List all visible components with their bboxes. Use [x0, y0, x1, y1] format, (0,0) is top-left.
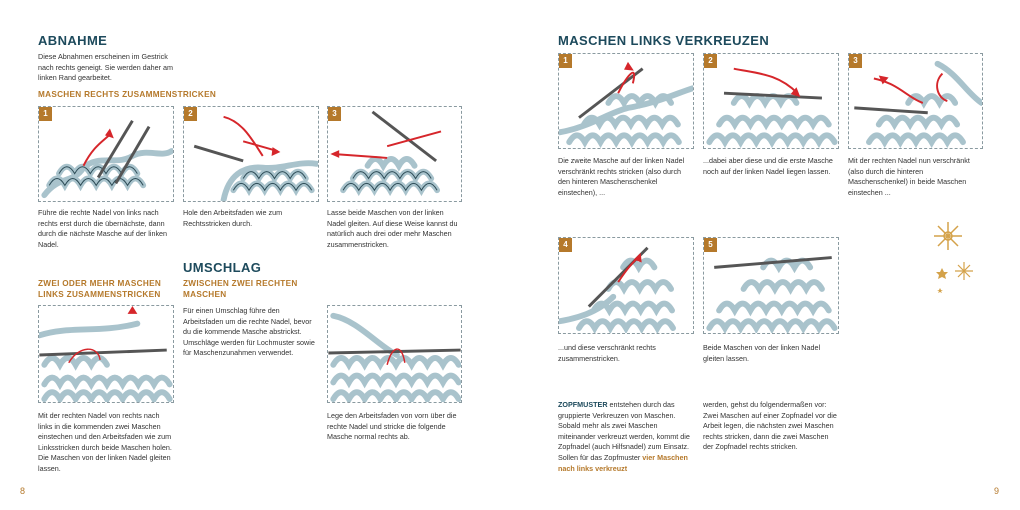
step-number: 2	[184, 107, 197, 121]
figure-links-zusammen	[38, 305, 174, 403]
step-number: 2	[704, 54, 717, 68]
knitting-illustration	[184, 107, 318, 201]
knitting-illustration	[704, 54, 838, 148]
snowflake-decoration	[928, 216, 978, 296]
step-number: 1	[559, 54, 572, 68]
zopf-text1: entstehen durch das gruppierte Verkreuzen von Maschen. Sobald mehr als zwei Maschen miteinander verkreuzt werden, kommt die Zopfnadel (auch Hilfsnadel) zum Einsatz. Sollen für das Zopfmuster	[558, 400, 690, 462]
figure-verkreuzen-3	[848, 53, 983, 149]
figure-abnahme-2	[183, 106, 319, 202]
verkreuzen-title: MASCHEN LINKS VERKREUZEN	[558, 33, 770, 48]
page-number-right: 9	[994, 486, 1000, 496]
knitting-illustration	[849, 54, 982, 148]
abnahme-subtitle: MASCHEN RECHTS ZUSAMMENSTRICKEN	[38, 90, 217, 99]
abnahme-step3-text: Lasse beide Maschen von der linken Nadel gleiten. Auf diese Weise kannst du natürlich auch drei oder mehr Maschen zusammenstricken.	[327, 208, 458, 249]
umschlag-text: Für einen Umschlag führe den Arbeitsfaden um die rechte Nadel, bevor du die kommende Masche abstrickst. Umschläge werden für Lochmuster sowie für Maschenzunahmen verwendet.	[183, 306, 315, 358]
links-zusammen-text: Mit der rechten Nadel von rechts nach links in die kommenden zwei Maschen einstechen und den Arbeitsfaden wie zum Linksstricken durch beide Maschen holen. Die Maschen von der linken Nadel gleiten lassen.	[38, 411, 172, 473]
figure-umschlag	[327, 305, 462, 403]
page-number-left: 8	[20, 486, 26, 496]
links-zusammen-subtitle: ZWEI ODER MEHR MASCHEN LINKS ZUSAMMENSTRICKEN	[38, 279, 162, 299]
knitting-illustration	[328, 107, 461, 201]
step-number: 3	[328, 107, 341, 121]
umschlag-caption: Lege den Arbeitsfaden von vorn über die rechte Nadel und stricke die folgende Masche normal rechts ab.	[327, 411, 457, 442]
star-icon	[937, 288, 943, 293]
star-icon	[936, 268, 948, 279]
umschlag-title: UMSCHLAG	[183, 260, 262, 275]
figure-verkreuzen-1	[558, 53, 694, 149]
verkreuzen-step2-text: ...dabei aber diese und die erste Masche noch auf der linken Nadel liegen lassen.	[703, 156, 833, 176]
zopf-text-col2: werden, gehst du folgendermaßen vor: Zwei Maschen auf einer Zopfnadel vor die Arbeit legen, die nächsten zwei Maschen rechts stricken, dann die zwei Maschen der Zopfnadel rechts stricken.	[703, 400, 837, 452]
verkreuzen-step3-text: Mit der rechten Nadel nun verschränkt (also durch die hinteren Maschenschenkel) in beide Maschen einstechen ...	[848, 156, 970, 197]
knitting-illustration	[39, 107, 173, 201]
knitting-illustration	[704, 238, 838, 333]
verkreuzen-step4-text: ...und diese verschränkt rechts zusammenstricken.	[558, 343, 656, 363]
zopf-highlight: vier Maschen nach links verkreuzt	[558, 452, 688, 473]
abnahme-step2-text: Hole den Arbeitsfaden wie zum Rechtsstricken durch.	[183, 208, 283, 228]
figure-verkreuzen-5	[703, 237, 839, 334]
knitting-illustration	[39, 306, 173, 402]
zopf-text-col1	[558, 400, 694, 474]
snowflake-icon	[955, 262, 973, 280]
umschlag-subtitle: ZWISCHEN ZWEI RECHTEN MASCHEN	[183, 279, 298, 299]
step-number: 3	[849, 54, 862, 68]
verkreuzen-step1-text: Die zweite Masche auf der linken Nadel verschränkt rechts stricken (also durch den hinteren Maschenschenkel einstechen), ...	[558, 156, 685, 197]
snowflake-icon	[934, 222, 962, 250]
figure-abnahme-1	[38, 106, 174, 202]
figure-verkreuzen-2	[703, 53, 839, 149]
zopf-lead: ZOPFMUSTER	[558, 400, 608, 409]
abnahme-title: ABNAHME	[38, 33, 108, 48]
step-number: 1	[39, 107, 52, 121]
verkreuzen-step5-text: Beide Maschen von der linken Nadel gleiten lassen.	[703, 343, 821, 363]
knitting-illustration	[559, 54, 693, 148]
step-number: 5	[704, 238, 717, 252]
figure-abnahme-3	[327, 106, 462, 202]
figure-verkreuzen-4	[558, 237, 694, 334]
knitting-illustration	[328, 306, 461, 402]
abnahme-intro: Diese Abnahmen erscheinen im Gestrick nach rechts geneigt. Sie werden daher am linken Rand gearbeitet.	[38, 52, 174, 83]
abnahme-step1-text: Führe die rechte Nadel von links nach rechts erst durch die übernächste, dann durch die nächste Masche auf der linken Nadel.	[38, 208, 168, 249]
knitting-illustration	[559, 238, 693, 333]
step-number: 4	[559, 238, 572, 252]
